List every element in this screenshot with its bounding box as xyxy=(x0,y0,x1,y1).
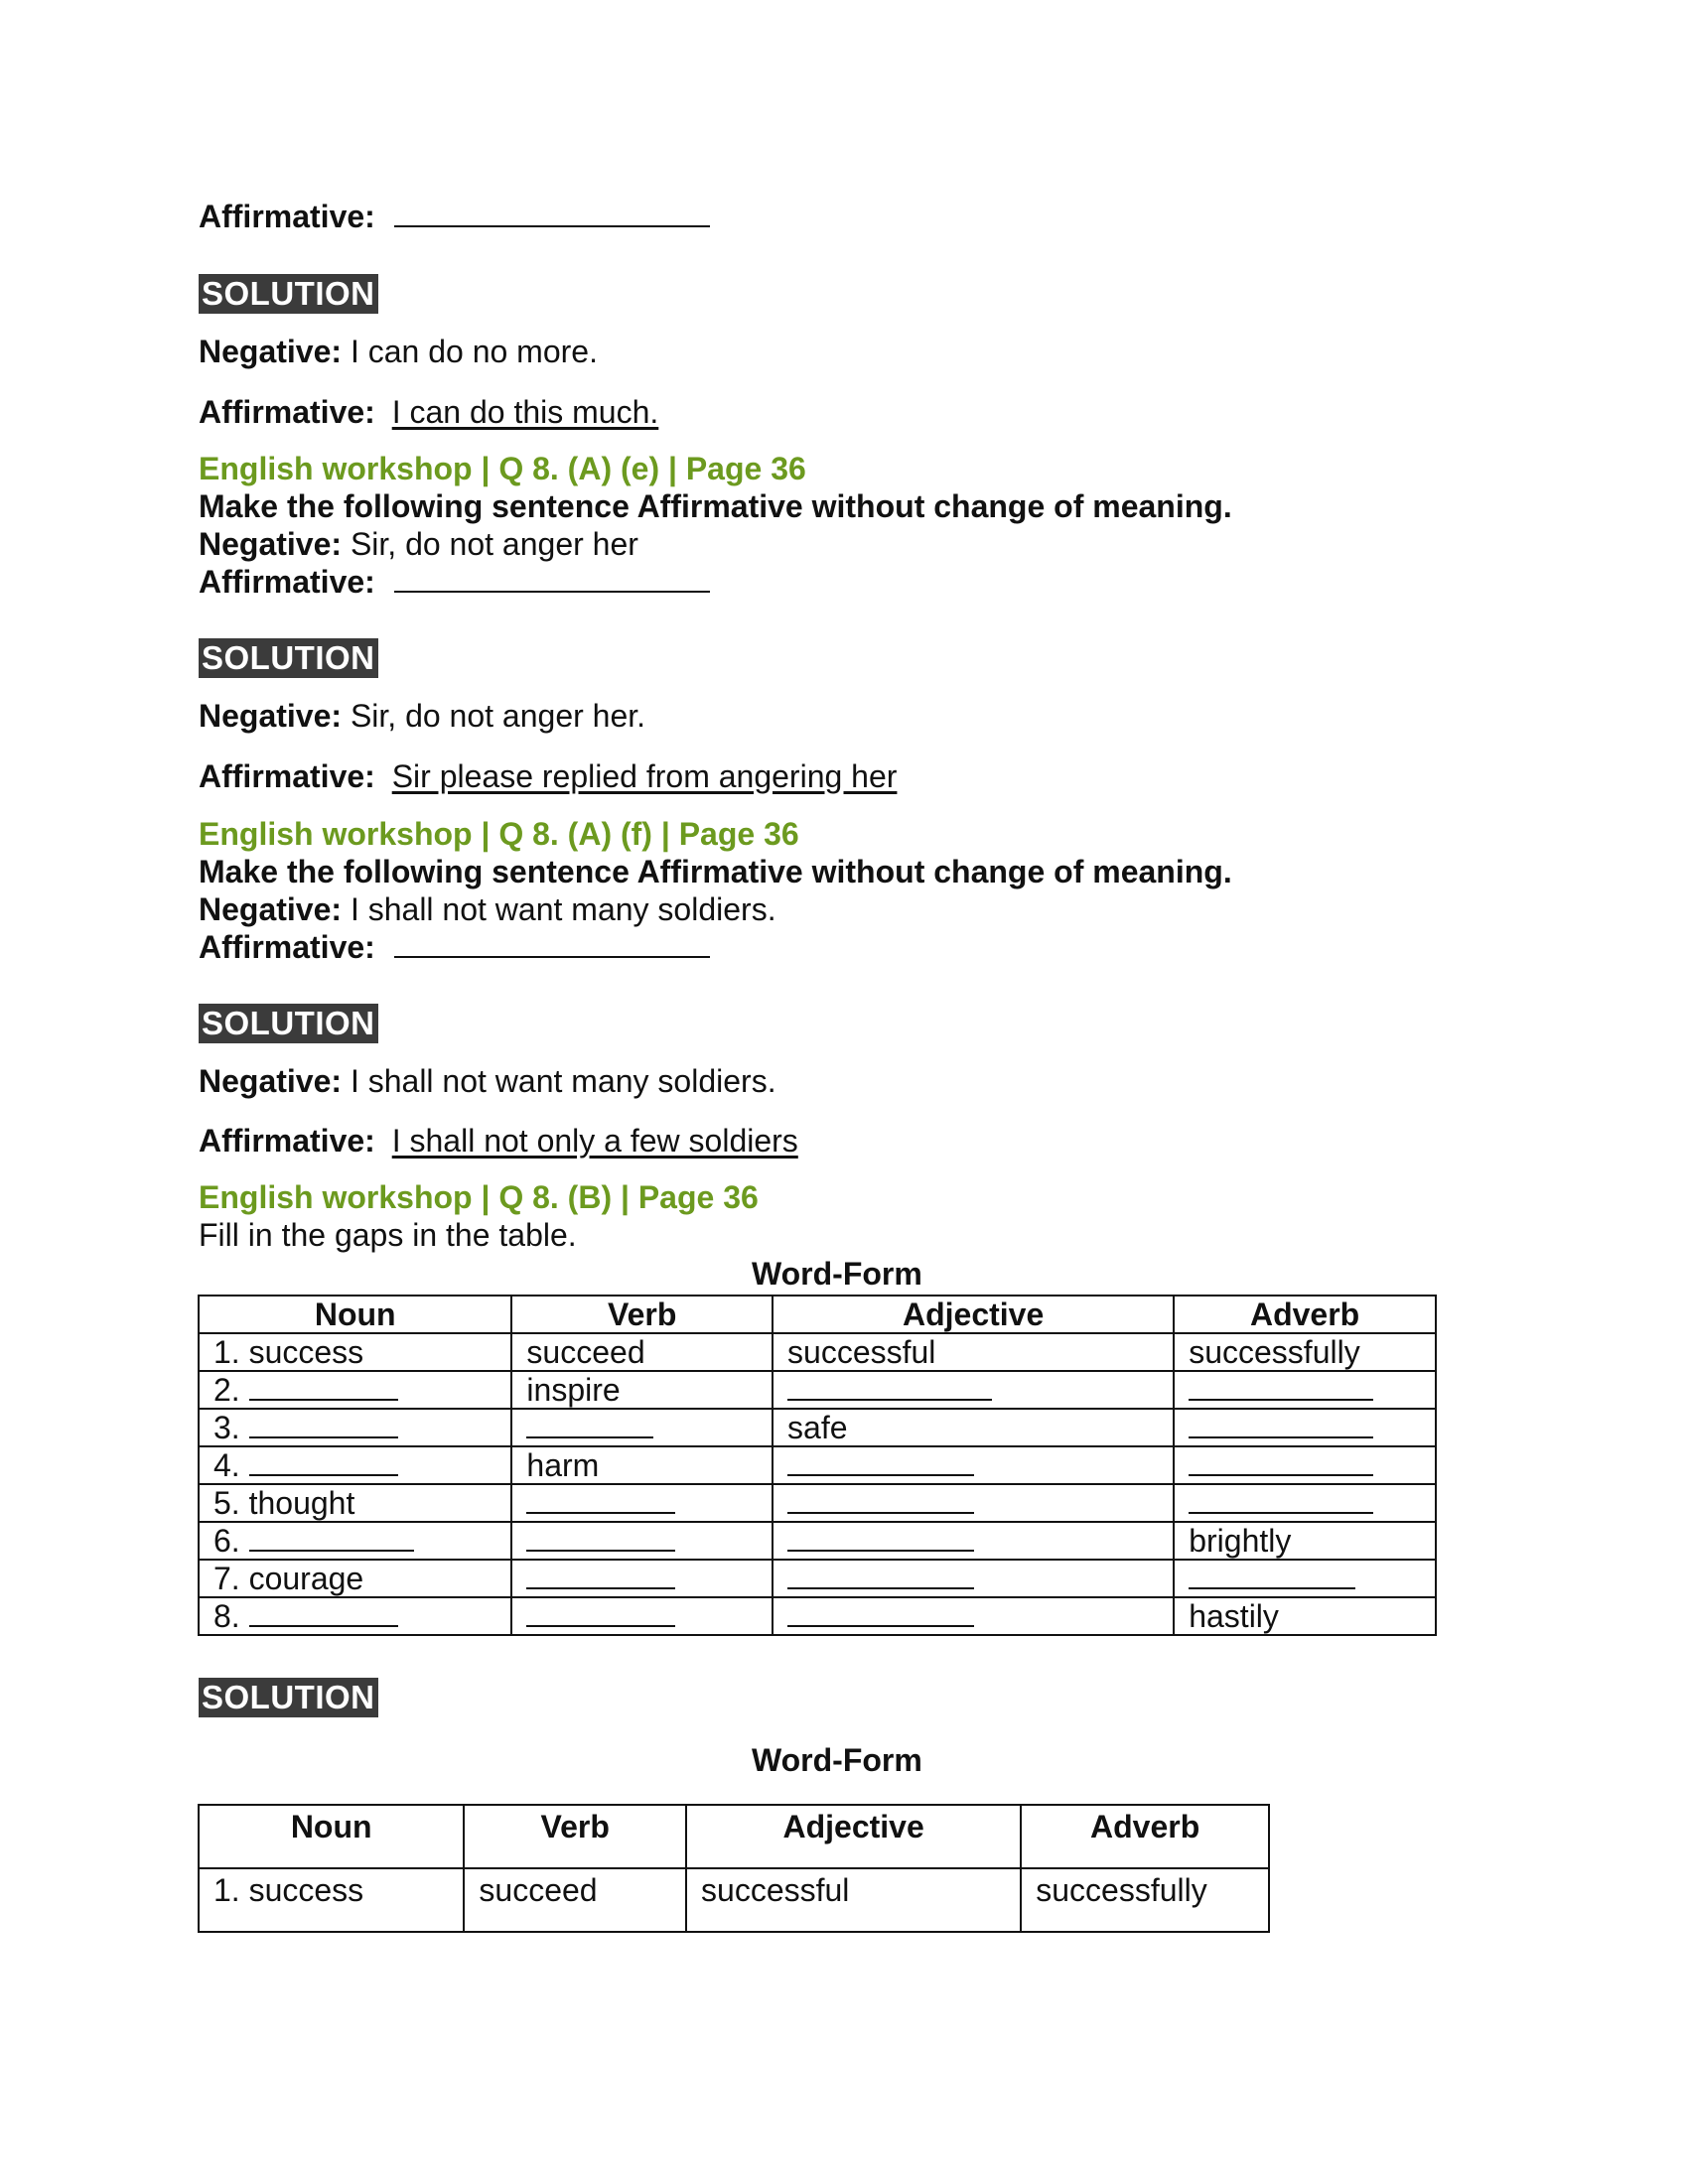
answer-blank xyxy=(526,1524,675,1552)
solution-badge: SOLUTION xyxy=(199,1678,378,1717)
row-number: 4. xyxy=(213,1447,240,1483)
negative-text: I shall not want many soldiers. xyxy=(350,1063,776,1099)
question-negative-line xyxy=(199,525,1232,563)
table-row xyxy=(199,1522,1436,1560)
cell-verb: succeed xyxy=(511,1333,773,1371)
cell-noun xyxy=(199,1597,511,1635)
cell-verb xyxy=(511,1484,773,1522)
table-header-row xyxy=(199,1296,1436,1333)
solution-negative-line xyxy=(199,697,645,735)
question-heading: English workshop | Q 8. (A) (e) | Page 36 xyxy=(199,451,806,486)
solution-affirmative-line xyxy=(199,757,897,795)
header-adjective: Adjective xyxy=(773,1296,1174,1333)
cell-adjective xyxy=(773,1597,1174,1635)
table-row xyxy=(199,1868,1269,1932)
cell-adverb: successfully xyxy=(1174,1333,1436,1371)
row-number: 3. xyxy=(213,1410,240,1445)
cell-adverb xyxy=(1174,1560,1436,1597)
header-verb: Verb xyxy=(511,1296,773,1333)
top-affirmative-line xyxy=(199,198,710,235)
header-noun: Noun xyxy=(199,1296,511,1333)
answer-blank xyxy=(1189,1448,1373,1476)
affirmative-label: Affirmative: xyxy=(199,394,375,430)
negative-text: Sir, do not anger her. xyxy=(350,698,646,734)
answer-blank xyxy=(526,1486,675,1514)
header-noun: Noun xyxy=(199,1805,464,1868)
negative-label: Negative: xyxy=(199,698,343,734)
negative-label: Negative: xyxy=(199,526,343,562)
affirmative-answer: Sir please replied from angering her xyxy=(391,758,898,794)
affirmative-label: Affirmative: xyxy=(199,199,375,234)
answer-blank xyxy=(526,1411,653,1438)
table-row xyxy=(199,1560,1436,1597)
word-form-solution-table xyxy=(198,1804,1270,1933)
affirmative-label: Affirmative: xyxy=(199,929,375,965)
table-row xyxy=(199,1597,1436,1635)
solution-affirmative-line xyxy=(199,393,658,431)
cell-noun xyxy=(199,1522,511,1560)
question-affirmative-line xyxy=(199,563,1232,601)
answer-blank xyxy=(787,1373,992,1401)
answer-blank xyxy=(249,1373,398,1401)
solution-badge: SOLUTION xyxy=(199,638,378,678)
cell-noun: 7. courage xyxy=(199,1560,511,1597)
answer-blank xyxy=(1189,1486,1373,1514)
affirmative-answer: I shall not only a few soldiers xyxy=(391,1123,798,1159)
affirmative-label: Affirmative: xyxy=(199,1123,375,1159)
cell-verb xyxy=(511,1409,773,1446)
cell-adjective xyxy=(773,1484,1174,1522)
cell-adjective: safe xyxy=(773,1409,1174,1446)
cell-verb: inspire xyxy=(511,1371,773,1409)
negative-label: Negative: xyxy=(199,1063,343,1099)
negative-label: Negative: xyxy=(199,891,343,927)
header-adjective: Adjective xyxy=(686,1805,1021,1868)
answer-blank xyxy=(1189,1373,1373,1401)
cell-adjective xyxy=(773,1371,1174,1409)
answer-blank xyxy=(249,1448,398,1476)
question-instruction: Make the following sentence Affirmative without change of meaning. xyxy=(199,488,1232,524)
row-number: 2. xyxy=(213,1372,240,1408)
affirmative-label: Affirmative: xyxy=(199,564,375,600)
answer-blank xyxy=(249,1411,398,1438)
cell-noun: 5. thought xyxy=(199,1484,511,1522)
cell-noun: 1. success xyxy=(199,1333,511,1371)
cell-adjective: successful xyxy=(773,1333,1174,1371)
cell-adjective: successful xyxy=(686,1868,1021,1932)
question-e xyxy=(199,450,1232,601)
cell-adverb: hastily xyxy=(1174,1597,1436,1635)
cell-adjective xyxy=(773,1522,1174,1560)
solution-badge: SOLUTION xyxy=(199,274,378,314)
answer-blank xyxy=(787,1448,974,1476)
cell-adverb xyxy=(1174,1371,1436,1409)
cell-verb: succeed xyxy=(464,1868,686,1932)
affirmative-label: Affirmative: xyxy=(199,758,375,794)
cell-verb xyxy=(511,1597,773,1635)
question-f xyxy=(199,815,1232,966)
table-row xyxy=(199,1446,1436,1484)
solution-affirmative-line xyxy=(199,1122,798,1160)
cell-verb: harm xyxy=(511,1446,773,1484)
solution-badge: SOLUTION xyxy=(199,1004,378,1043)
answer-blank xyxy=(1189,1411,1373,1438)
cell-noun: 1. success xyxy=(199,1868,464,1932)
cell-verb xyxy=(511,1560,773,1597)
negative-label: Negative: xyxy=(199,334,343,369)
question-b xyxy=(199,1178,759,1254)
negative-text: I shall not want many soldiers. xyxy=(350,891,776,927)
row-number: 6. xyxy=(213,1523,240,1559)
question-negative-line xyxy=(199,890,1232,928)
negative-text: Sir, do not anger her xyxy=(350,526,638,562)
header-verb: Verb xyxy=(464,1805,686,1868)
answer-blank xyxy=(1189,1562,1355,1589)
answer-blank xyxy=(249,1599,398,1627)
answer-blank xyxy=(787,1524,974,1552)
cell-adverb: successfully xyxy=(1021,1868,1269,1932)
answer-blank xyxy=(394,928,710,958)
solution-negative-line xyxy=(199,333,598,370)
header-adverb: Adverb xyxy=(1021,1805,1269,1868)
cell-noun xyxy=(199,1371,511,1409)
answer-blank xyxy=(787,1599,974,1627)
cell-verb xyxy=(511,1522,773,1560)
question-instruction: Make the following sentence Affirmative without change of meaning. xyxy=(199,854,1232,889)
answer-blank xyxy=(526,1562,675,1589)
question-heading: English workshop | Q 8. (B) | Page 36 xyxy=(199,1179,759,1215)
question-affirmative-line xyxy=(199,928,1232,966)
table-row xyxy=(199,1371,1436,1409)
word-form-table xyxy=(198,1295,1437,1636)
cell-adjective xyxy=(773,1560,1174,1597)
cell-noun xyxy=(199,1409,511,1446)
cell-adverb xyxy=(1174,1484,1436,1522)
cell-adverb: brightly xyxy=(1174,1522,1436,1560)
answer-blank xyxy=(526,1599,675,1627)
cell-adverb xyxy=(1174,1409,1436,1446)
answer-blank xyxy=(249,1524,414,1552)
affirmative-answer: I can do this much. xyxy=(391,394,659,430)
table-title: Word-Form xyxy=(752,1256,922,1292)
header-adverb: Adverb xyxy=(1174,1296,1436,1333)
answer-blank xyxy=(787,1486,974,1514)
cell-adjective xyxy=(773,1446,1174,1484)
cell-adverb xyxy=(1174,1446,1436,1484)
table-title: Word-Form xyxy=(752,1742,922,1778)
table-row xyxy=(199,1409,1436,1446)
negative-text: I can do no more. xyxy=(350,334,598,369)
question-heading: English workshop | Q 8. (A) (f) | Page 36 xyxy=(199,816,799,852)
table-row xyxy=(199,1333,1436,1371)
question-instruction: Fill in the gaps in the table. xyxy=(199,1217,577,1253)
row-number: 8. xyxy=(213,1598,240,1634)
answer-blank xyxy=(787,1562,974,1589)
table-header-row xyxy=(199,1805,1269,1868)
cell-noun xyxy=(199,1446,511,1484)
answer-blank xyxy=(394,563,710,593)
answer-blank xyxy=(394,198,710,227)
table-row xyxy=(199,1484,1436,1522)
solution-negative-line xyxy=(199,1062,776,1100)
